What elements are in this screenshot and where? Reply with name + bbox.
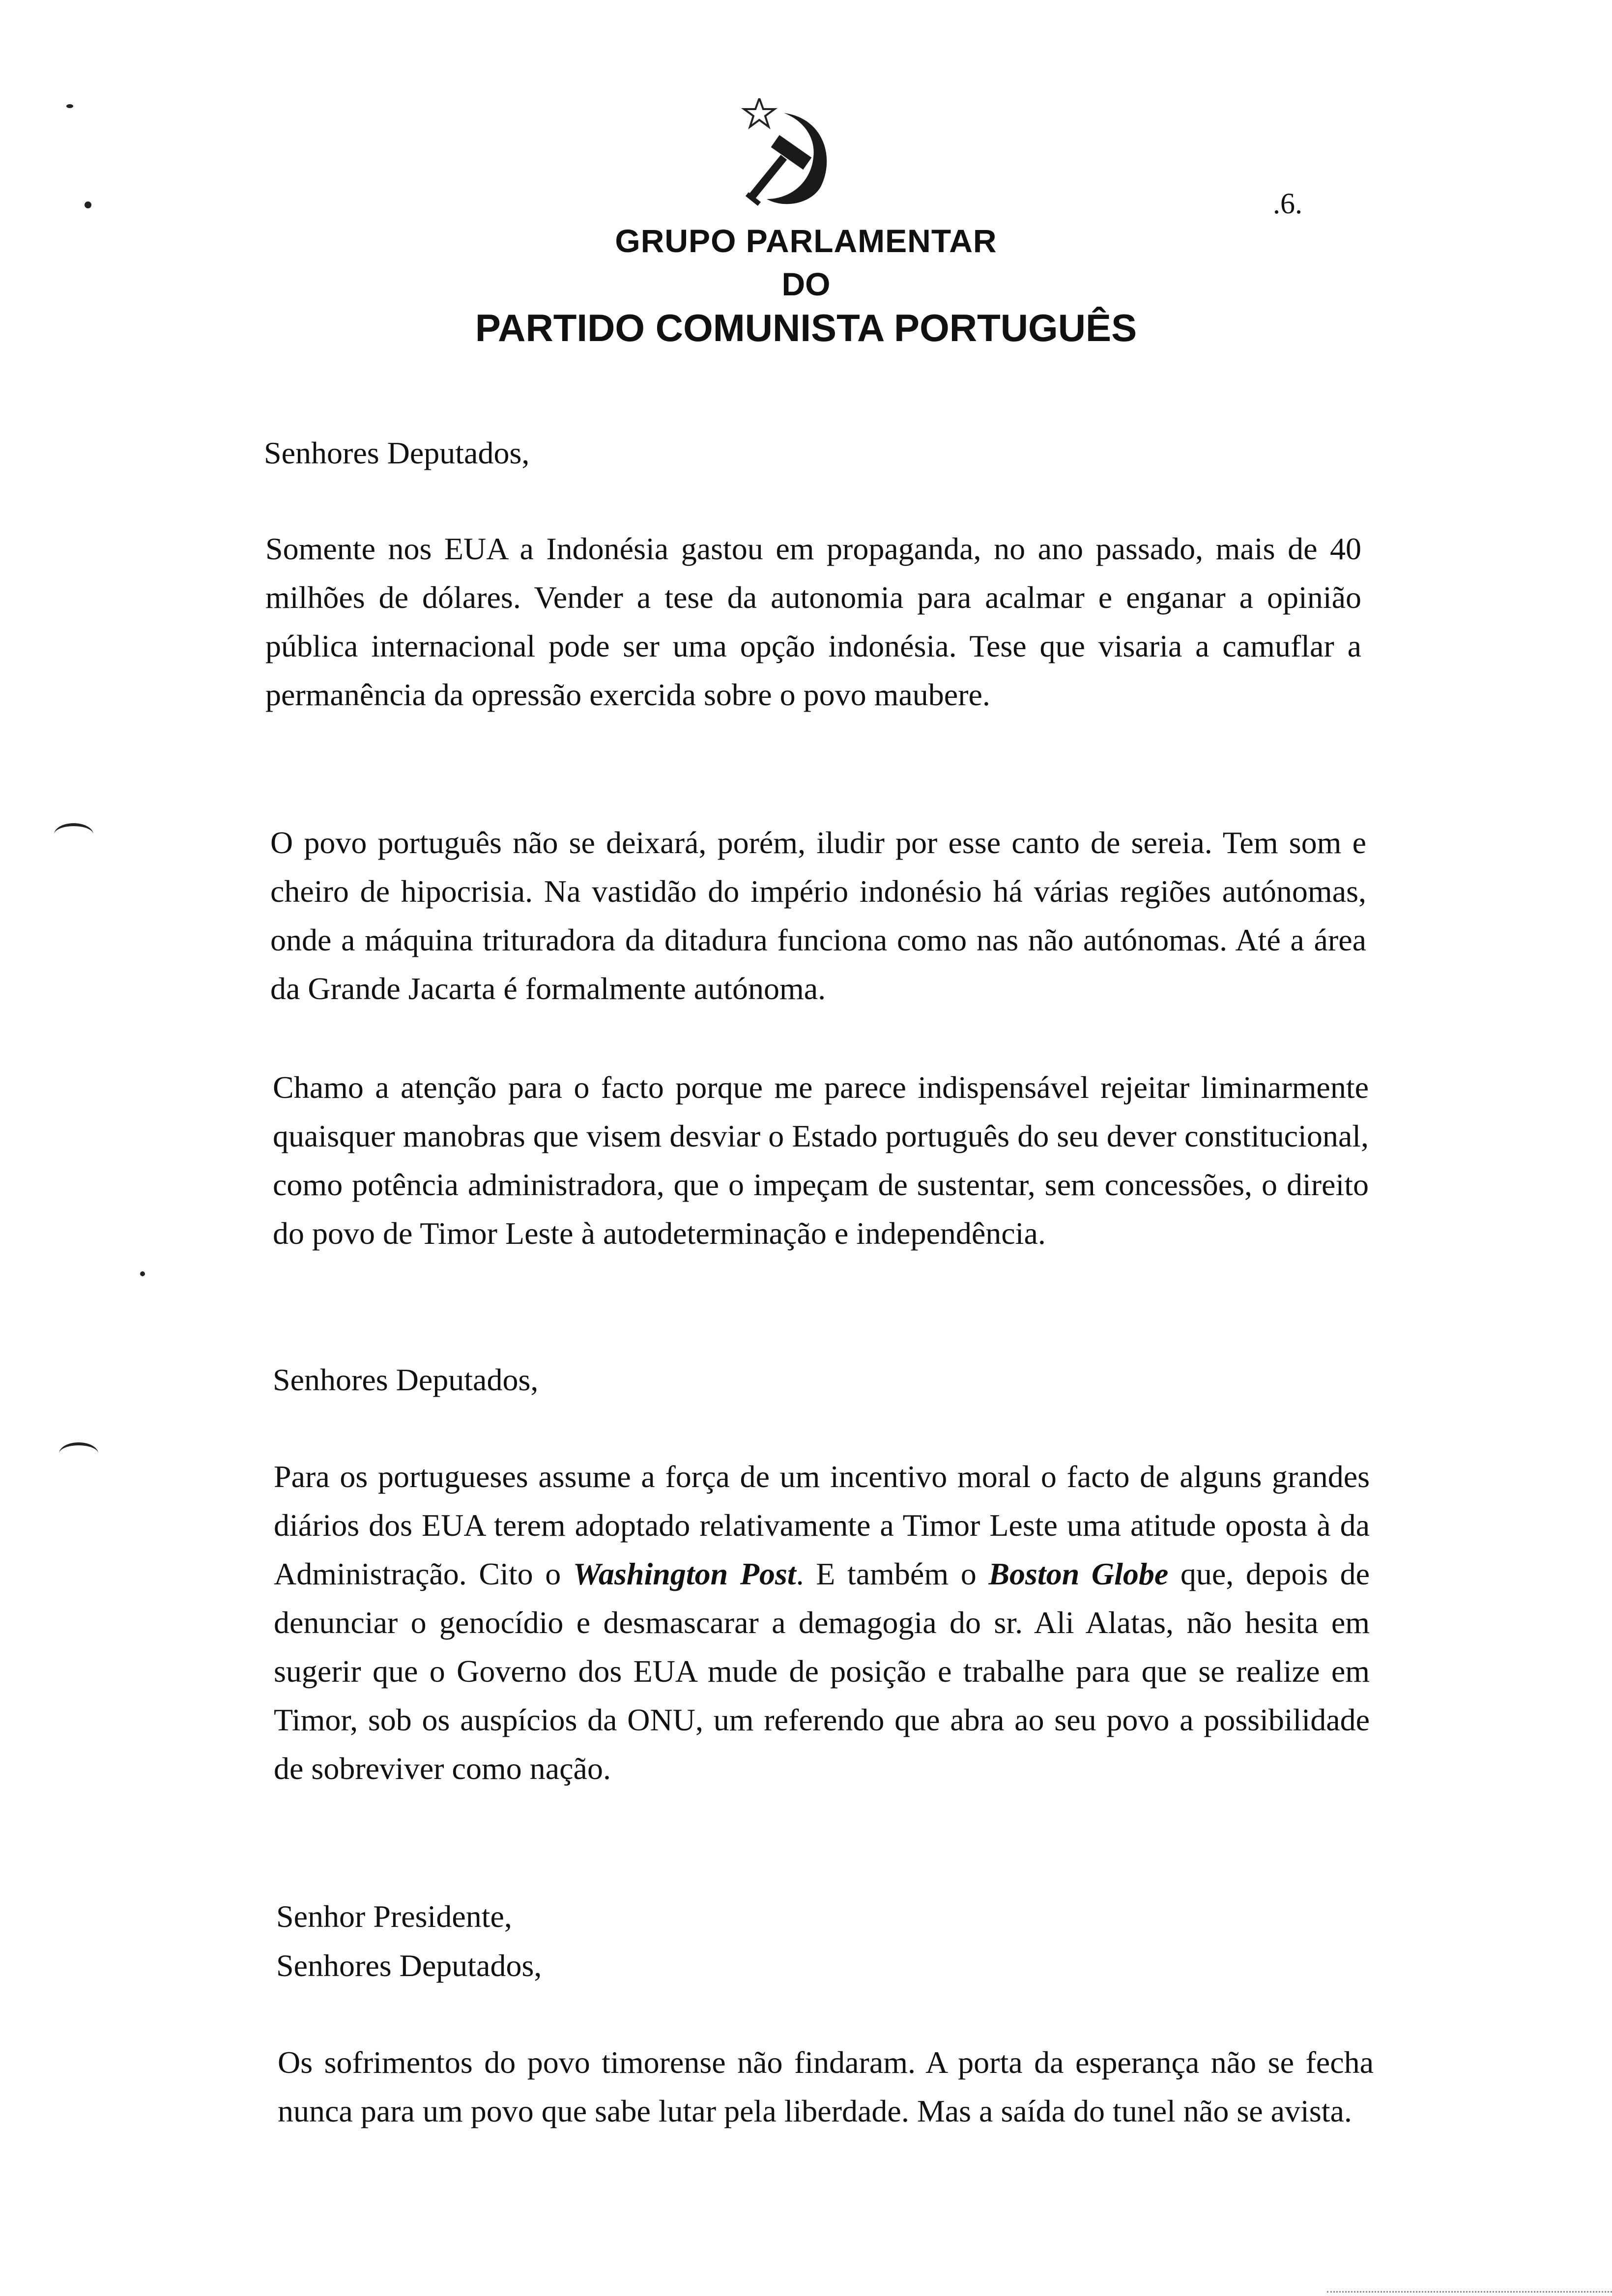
- paragraph-2: O povo português não se deixará, porém, iludir por esse canto de sereia. Tem som e cheiro de hipocrisia. Na vastidão do império indonésio há várias regiões autónomas, onde a máquina trituradora da ditadura funciona como nas não autónomas. Até a área da Grande Jacarta é formalmente autónoma.: [270, 825, 1366, 1006]
- salutation-2: Senhores Deputados,: [273, 1362, 539, 1397]
- paragraph-4-text-b: . E também o: [796, 1556, 989, 1591]
- page-number: .6.: [1273, 187, 1302, 220]
- punch-hole-mark: [59, 1442, 98, 1465]
- scan-mark: [140, 1271, 145, 1276]
- scan-mark: [85, 201, 91, 208]
- paragraph-4-text-c: que, depois de denunciar o genocídio e desmascarar a demagogia do sr. Ali Alatas, não hesita em sugerir que o Governo dos EUA mude de posição e trabalhe para que se realize em Timor, sob os auspícios da ONU, um referendo que abra ao seu povo a possibilidade de sobreviver como nação.: [274, 1556, 1370, 1786]
- paragraph-5: Os sofrimentos do povo timorense não findaram. A porta da esperança não se fecha nunca para um povo que sabe lutar pela liberdade. Mas a saída do tunel não se avista.: [278, 2045, 1374, 2128]
- bottom-dotted-rule: [1327, 2291, 1612, 2294]
- header-group-title: GRUPO PARLAMENTAR: [615, 223, 997, 259]
- paragraph-1: Somente nos EUA a Indonésia gastou em propaganda, no ano passado, mais de 40 milhões de dólares. Vender a tese da autonomia para acalmar e enganar a opinião pública internacional pode ser uma opção indonésia. Tese que visaria a camuflar a permanência da opressão exercida sobre o povo maubere.: [265, 531, 1361, 712]
- boston-globe-title: Boston Globe: [988, 1556, 1169, 1591]
- salutation-3a: Senhor Presidente,: [276, 1899, 512, 1934]
- scan-mark: [66, 104, 73, 108]
- paragraph-4: [274, 1452, 1370, 1793]
- salutation-1: Senhores Deputados,: [264, 435, 530, 470]
- hammer-sickle-star-icon: [737, 98, 845, 211]
- paragraph-3: Chamo a atenção para o facto porque me parece indispensável rejeitar liminarmente quaisquer manobras que visem desviar o Estado português do seu dever constitucional, como potência administradora, que o impeçam de sustentar, sem concessões, o direito do povo de Timor Leste à autodeterminação e independência.: [273, 1070, 1369, 1251]
- punch-hole-mark: [54, 823, 93, 846]
- paragraph-4-text-a: Para os portugueses assume a força de um incentivo moral o facto de alguns grandes diários dos EUA terem adoptado relativamente a Timor Leste uma atitude oposta à da Administração. Cito o: [274, 1459, 1370, 1591]
- washington-post-title: Washington Post: [573, 1556, 796, 1591]
- salutation-3b: Senhores Deputados,: [276, 1948, 542, 1983]
- header-party-name: PARTIDO COMUNISTA PORTUGUÊS: [475, 306, 1137, 349]
- header-connector: DO: [781, 266, 831, 302]
